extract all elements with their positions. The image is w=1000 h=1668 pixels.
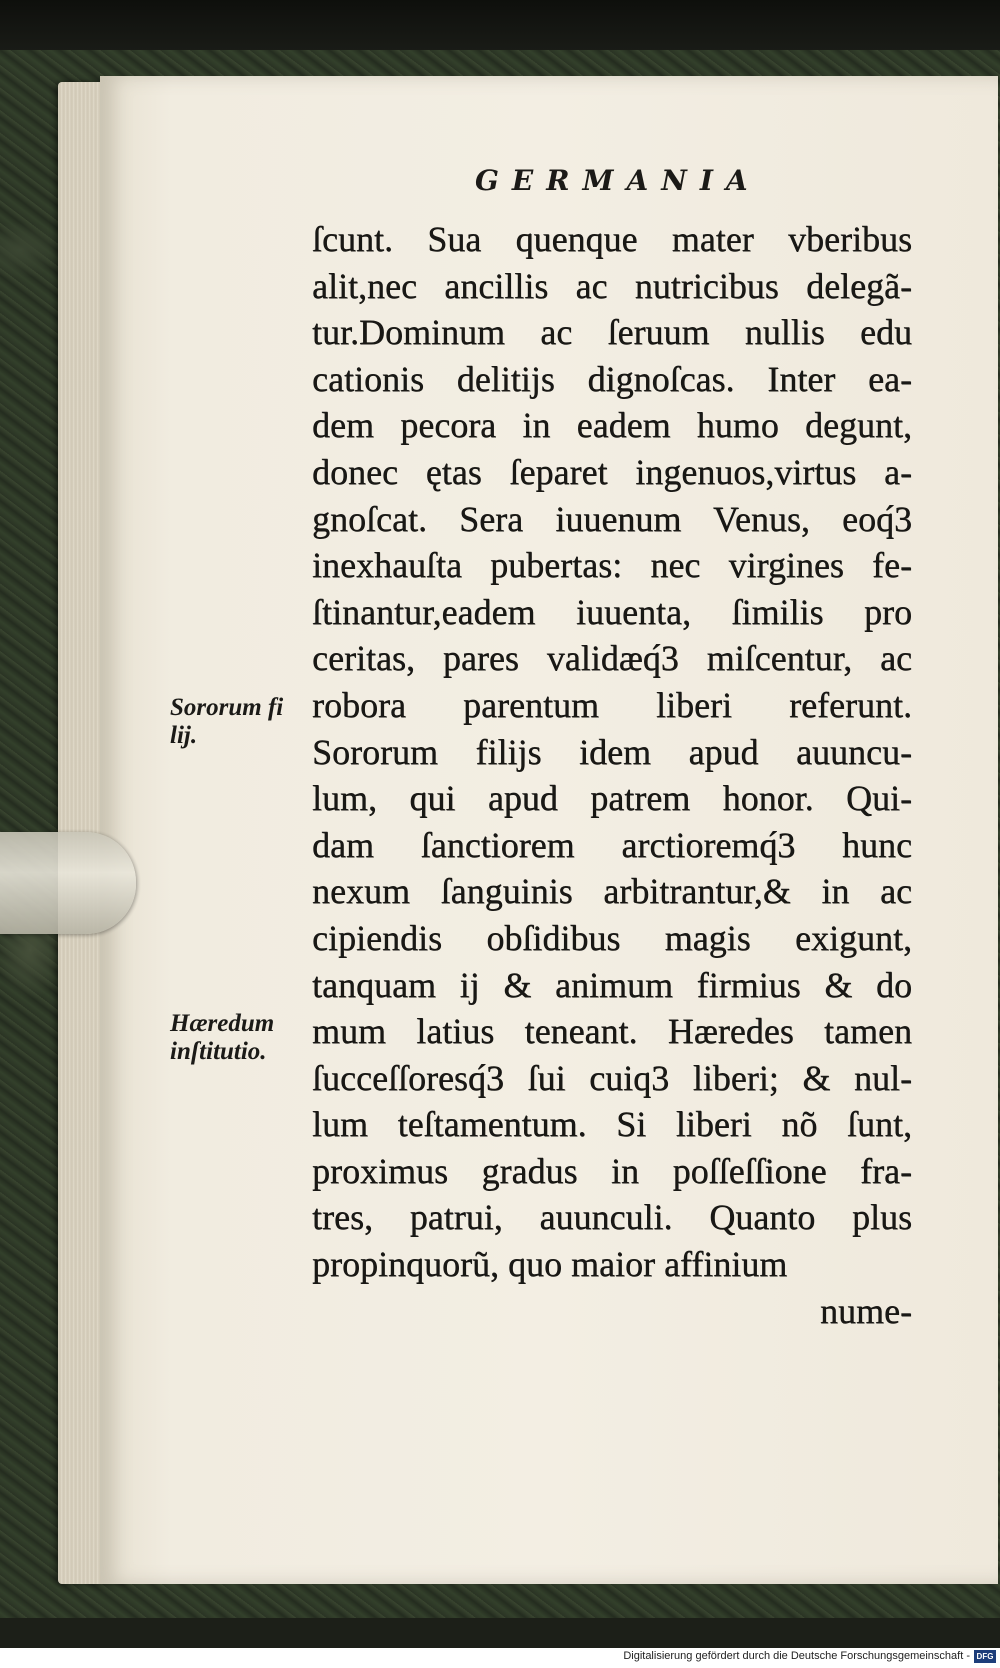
text-line: dem pecora in eadem humo degunt,	[312, 405, 912, 446]
text-line: ceritas, pares validæq́3 miſcentur, ac	[312, 638, 912, 679]
text-line: cationis delitijs dignoſcas. Inter ea-	[312, 358, 912, 399]
text-line: cipiendis obſidibus magis exigunt,	[312, 917, 912, 958]
scan-top-border	[0, 0, 1000, 55]
text-line: nexum ſanguinis arbitrantur,& in ac	[312, 871, 912, 912]
marginal-note-sororum	[170, 694, 300, 750]
text-line: lum, qui apud patrem honor. Qui-	[312, 778, 912, 819]
marginal-note-line: lij.	[170, 722, 198, 749]
text-line: mum latius teneant. Hæredes tamen	[312, 1011, 912, 1052]
page-clip	[0, 832, 136, 934]
text-line: gnoſcat. Sera iuuenum Venus, eoq́3	[312, 498, 912, 539]
marginal-note-line: Hæredum	[170, 1010, 275, 1037]
text-line: tur.Dominum ac ſeruum nullis edu	[312, 312, 912, 353]
dfg-logo: DFG	[974, 1650, 996, 1663]
text-line: ſtinantur,eadem iuuenta, ſimilis pro	[312, 591, 912, 632]
text-line: tanquam ij & animum firmius & do	[312, 964, 912, 1005]
marginal-note-haeredum	[170, 1010, 300, 1066]
text-line: ſucceſſoresq́3 ſui cuiq3 liberi; & nul-	[312, 1057, 912, 1098]
text-line: dam ſanctiorem arctioremq́3 hunc	[312, 824, 912, 865]
marginal-note-line: inſtitutio.	[170, 1038, 267, 1065]
text-line: inexhauſta pubertas: nec virgines fe-	[312, 545, 912, 586]
marginal-note-line: Sororum fi	[170, 694, 284, 721]
running-head: GERMANIA	[475, 164, 761, 197]
catchword: nume-	[820, 1290, 912, 1331]
show-through-text	[175, 255, 285, 315]
text-line: proximus gradus in poſſeſſione fra-	[312, 1150, 912, 1191]
text-line: robora parentum liberi referunt.	[312, 684, 912, 725]
text-line: lum teſtamentum. Si liberi nõ ſunt,	[312, 1104, 912, 1145]
footer-credit: Digitalisierung gefördert durch die Deutsche Forschungsgemeinschaft -	[623, 1650, 970, 1662]
text-line: ſcunt. Sua quenque mater vberibus	[312, 219, 912, 259]
text-line: propinquorũ, quo maior affinium	[312, 1244, 788, 1285]
text-line: tres, patrui, auunculi. Quanto plus	[312, 1197, 912, 1238]
text-line: alit,nec ancillis ac nutricibus delegã-	[312, 265, 912, 306]
body-text	[312, 216, 912, 1334]
text-line: Sororum filijs idem apud auuncu-	[312, 731, 912, 772]
text-line: donec ętas ſeparet ingenuos,virtus a-	[312, 451, 912, 492]
